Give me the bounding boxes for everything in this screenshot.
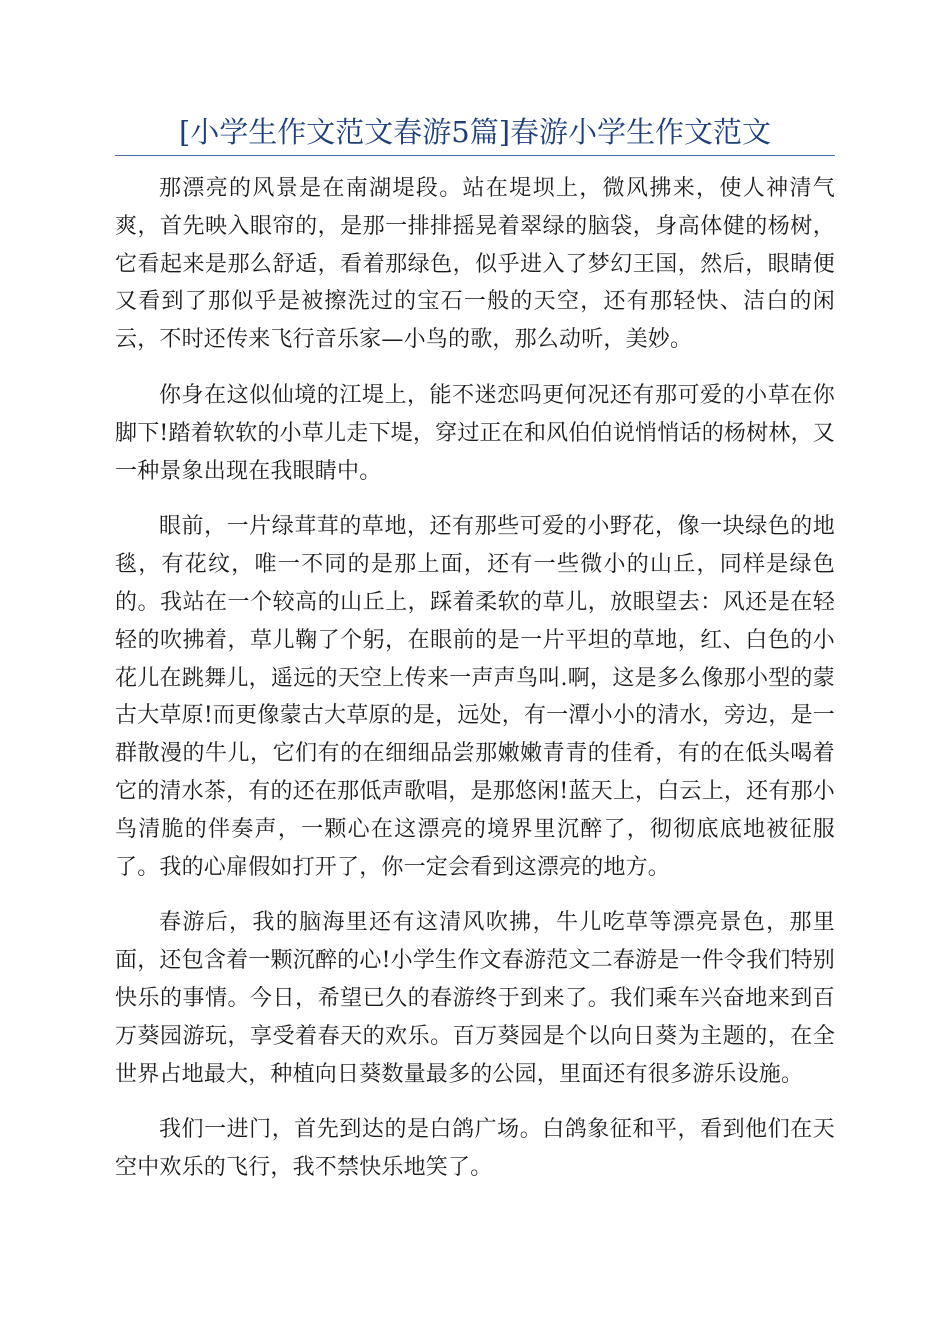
paragraph-4: 春游后，我的脑海里还有这清风吹拂，牛儿吃草等漂亮景色，那里面，还包含着一颗沉醉的心!小学生作文春游范文二春游是一件令我们特别快乐的事情。今日，希望已久的春游终于到来了。我们乘车兴奋地来到百万葵园游玩，享受着春天的欢乐。百万葵园是个以向日葵为主题的，在全世界占地最大，种植向日葵数量最多的公园，里面还有很多游乐设施。	[115, 910, 835, 1087]
paragraph-1: 那漂亮的风景是在南湖堤段。站在堤坝上，微风拂来，使人神清气爽，首先映入眼帘的，是那一排排摇晃着翠绿的脑袋，身高体健的杨树，它看起来是那么舒适，看着那绿色，似乎进入了梦幻王国，然后，眼睛便又看到了那似乎是被擦洗过的宝石一般的天空，还有那轻快、洁白的闲云，不时还传来飞行音乐家—小鸟的歌，那么动听，美妙。	[115, 176, 835, 353]
paragraph-2: 你身在这似仙境的江堤上，能不迷恋吗更何况还有那可爱的小草在你脚下!踏着软软的小草儿走下堤，穿过正在和风伯伯说悄悄话的杨树林，又一种景象出现在我眼睛中。	[115, 382, 835, 484]
paragraph-5: 我们一进门，首先到达的是白鸽广场。白鸽象征和平，看到他们在天空中欢乐的飞行，我不禁快乐地笑了。	[115, 1117, 835, 1181]
title-underline	[115, 155, 835, 156]
document-title: [小学生作文范文春游5篇]春游小学生作文范文	[178, 115, 772, 149]
paragraph-3: 眼前，一片绿茸茸的草地，还有那些可爱的小野花，像一块绿色的地毯，有花纹，唯一不同的是那上面，还有一些微小的山丘，同样是绿色的。我站在一个较高的山丘上，踩着柔软的草儿，放眼望去：风还是在轻轻的吹拂着，草儿鞠了个躬，在眼前的是一片平坦的草地，红、白色的小花儿在跳舞儿，遥远的天空上传来一声声鸟叫.啊，这是多么像那小型的蒙古大草原!而更像蒙古大草原的是，远处，有一潭小小的清水，旁边，是一群散漫的牛儿，它们有的在细细品尝那嫩嫩青青的佳肴，有的在低头喝着它的清水茶，有的还在那低声歌唱，是那悠闲!蓝天上，白云上，还有那小鸟清脆的伴奏声，一颗心在这漂亮的境界里沉醉了，彻彻底底地被征服了。我的心扉假如打开了，你一定会看到这漂亮的地方。	[115, 514, 835, 880]
document-body	[115, 170, 835, 1205]
